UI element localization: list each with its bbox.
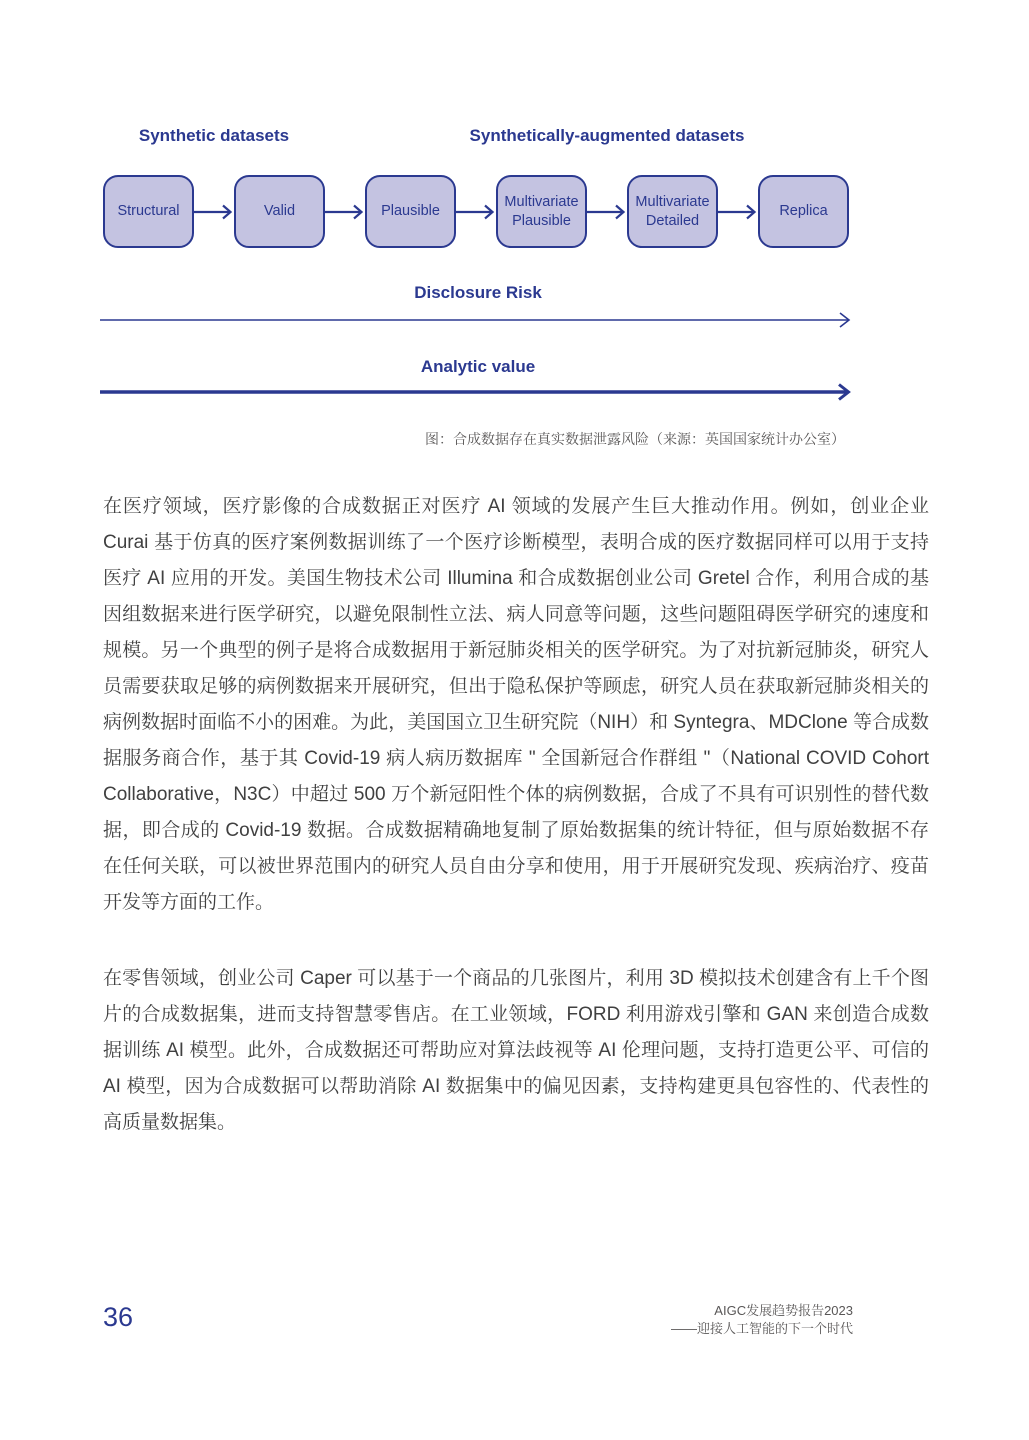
analytic-value-label: Analytic value [420, 357, 536, 376]
arrow-right-icon [100, 311, 856, 334]
page-number: 36 [103, 1302, 134, 1332]
flow-box-multivariate-detailed: Multivariate Detailed [627, 175, 718, 248]
synthetic-data-flow-diagram [103, 175, 849, 248]
footer-report-info [671, 1302, 853, 1337]
arrow-right-icon [456, 202, 496, 222]
arrow-right-icon [100, 382, 856, 407]
flow-box-multivariate-plausible: Multivariate Plausible [496, 175, 587, 248]
disclosure-risk-label: Disclosure Risk [414, 283, 542, 302]
group-label-synthetically-augmented: Synthetically-augmented datasets [469, 126, 745, 145]
arrow-right-icon [325, 202, 365, 222]
paragraph-retail: 在零售领域，创业公司 Caper 可以基于一个商品的几张图片，利用 3D 模拟技术创建含有上千个图片的合成数据集，进而支持智慧零售店。在工业领域，FORD 利用游戏引擎和 GAN 来创造合成数据训练 AI 模型。此外，合成数据还可帮助应对算法歧视等 AI 伦理问题，支持打造更公平、可信的 AI 模型，因为合成数据可以帮助消除 AI 数据集中的偏见因素，支持构建更具包容性的、代表性的高质量数据集。 [103, 968, 929, 1133]
report-title: AIGC发展趋势报告2023 [714, 1303, 853, 1318]
paragraph-medical: 在医疗领域，医疗影像的合成数据正对医疗 AI 领域的发展产生巨大推动作用。例如，创业企业 Curai 基于仿真的医疗案例数据训练了一个医疗诊断模型，表明合成的医疗数据同样可以用于支持医疗 AI 应用的开发。美国生物技术公司 Illumina 和合成数据创业公司 Gretel 合作，利用合成的基因组数据来进行医学研究，以避免限制性立法、病人同意等问题，这些问题阻碍医学研究的速度和规模。另一个典型的例子是将合成数据用于新冠肺炎相关的医学研究。为了对抗新冠肺炎，研究人员需要获取足够的病例数据来开展研究，但出于隐私保护等顾虑，研究人员在获取新冠肺炎相关的病例数据时面临不小的困难。为此，美国国立卫生研究院（NIH）和 Syntegra、MDClone 等合成数据服务商合作，基于其 Covid-19 病人病历数据库 " 全国新冠合作群组 "（National COVID Cohort Collaborative，N3C）中超过 500 万个新冠阳性个体的病例数据，合成了不具有可识别性的替代数据，即合成的 Covid-19 数据。合成数据精确地复制了原始数据集的统计特征，但与原始数据不存在任何关联，可以被世界范围内的研究人员自由分享和使用，用于开展研究发现、疾病治疗、疫苗开发等方面的工作。 [103, 496, 929, 913]
body-text [103, 489, 929, 1141]
flow-box-plausible: Plausible [365, 175, 456, 248]
arrow-right-icon [587, 202, 627, 222]
figure-caption: 图：合成数据存在真实数据泄露风险（来源：英国国家统计办公室） [425, 431, 845, 447]
arrow-right-icon [194, 202, 234, 222]
flow-box-valid: Valid [234, 175, 325, 248]
group-label-synthetic: Synthetic datasets [138, 126, 290, 145]
arrow-right-icon [718, 202, 758, 222]
flow-box-structural: Structural [103, 175, 194, 248]
flow-box-replica: Replica [758, 175, 849, 248]
report-subtitle: ——迎接人工智能的下一个时代 [670, 1320, 853, 1336]
